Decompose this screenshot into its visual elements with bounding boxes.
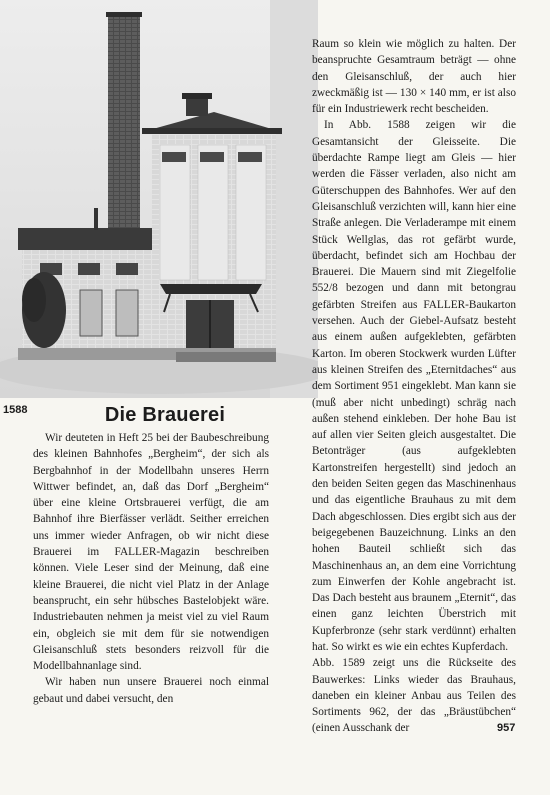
paragraph: Abb. 1589 zeigt uns die Rückseite des Bauwerkes: Links wieder das Brauhaus, daneben ein kleiner Anbau aus Teilen des Sortiments 962, der das „Bräustübchen“ (einen Ausschank der <box>312 657 516 735</box>
paragraph: Wir haben nun unsere Brauerei noch einmal gebaut und dabei versucht, den <box>33 676 269 705</box>
brewery-model-photo <box>0 0 318 398</box>
paragraph: Wir deuteten in Heft 25 bei der Baubeschreibung des kleinen Bahnhofes „Bergheim“, der sich als Bergbahnhof in der Modellbahn unseres Herrn Wittwer befindet, an, daß das Dorf „Bergheim“ über eine kleine Ortsbrauerei verfügt, die am Bahnhof ihre Bierfässer verlädt. Seither erreichen uns immer wieder Anfragen, ob wir nicht diese Brauerei im FALLER-Magazin beschreiben können. Viele Leser sind der Meinung, daß eine kleine Brauerei, die nicht viel Platz in der Anlage beansprucht, ein sehr hübsches Bastelobjekt wäre. Industriebauten nehmen ja meist viel zu viel Raum ein, obgleich sie mit dem für sie notwendigen Gleisanschluß stets besonders reizvoll für die Modellbahnanlage sind. <box>33 432 269 673</box>
paragraph: Raum so klein wie möglich zu halten. Der beanspruchte Gesamtraum beträgt — ohne den Gleisanschluß, der auch hier zweckmäßig ist — 130 × 140 mm, er ist also für ein Industriewerk recht bescheiden. <box>312 38 516 116</box>
brewery-model-illustration <box>0 0 318 398</box>
figure-number: 1588 <box>3 404 28 416</box>
right-text-column <box>312 36 516 737</box>
paragraph: In Abb. 1588 zeigen wir die Gesamtansicht der Gleisseite. Die überdachte Rampe liegt am Gleis — hier werden die Fässer verladen, also nicht am Güterschuppen des Bahnhofes. Wer auf den Gleisanschluß verzichten will, kann hier eine Straße anlegen. Die Verladerampe mit einem Stück Wellglas, das rot gefärbt wurde, überdacht, befindet sich am Hochbau der Brauerei. Die Mauern sind mit Ziegelfolie 552/8 bezogen und dann mit betongrau gefärbten Streifen aus FALLER-Baukarton versehen. Auch der Giebel-Aufsatz besteht aus einem außen aufgeklebten, gefärbten Karton. Im oberen Stockwerk wurden Lüfter aus kleinen Streifen des „Eternitdaches“ aus dem Sortiment 951 eingeklebt. Man kann sie (muß aber nicht unbedingt) schräg nach außen stehend einkleben. Der hohe Bau ist auf allen vier Seiten gleich ausgestaltet. Die Betonträger (aus aufgeklebten Kartonstreifen hergestellt) sind jedoch an den beiden Seiten gegen das Maschinenhaus und das eigentliche Brauhaus zu mit dem Dach abgeschlossen. Dies ergibt sich aus der beigegebenen Bauzeichnung. Links an den hohen Bauteil schließt sich das Maschinenhaus an, an dem eine Vorrichtung zum Einwerfen der Kohle angebracht ist. Das Dach besteht aus braunem „Eternit“, das einen ganz leichten Überstrich mit Kupferbronze (sehr stark verdünnt) erhalten hat. So wirkt es wie ein echtes Kupferdach. <box>312 119 516 653</box>
left-text-column <box>33 430 269 707</box>
article-title: Die Brauerei <box>104 404 226 426</box>
page-number: 957 <box>497 722 516 734</box>
